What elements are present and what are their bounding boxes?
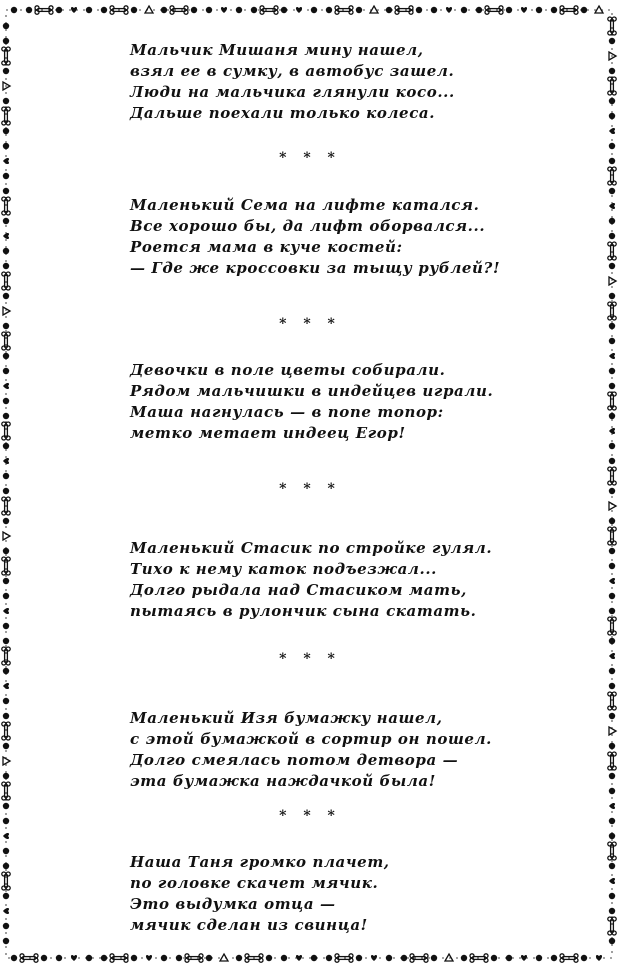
triangle-ornament bbox=[609, 727, 616, 735]
poem-line: Все хорошо бы, да лифт оборвался... bbox=[130, 217, 486, 235]
dot-ornament bbox=[609, 38, 615, 44]
dot-ornament bbox=[609, 563, 615, 569]
dot-ornament bbox=[609, 158, 615, 164]
bone-ornament bbox=[608, 917, 616, 935]
dot-ornament bbox=[11, 7, 17, 13]
dot-ornament bbox=[609, 143, 615, 149]
dot-ornament bbox=[609, 938, 615, 944]
bone-ornament bbox=[608, 527, 616, 545]
dot-ornament bbox=[609, 833, 615, 839]
bone-ornament bbox=[2, 872, 10, 890]
dot-ornament bbox=[3, 173, 9, 179]
dot-ornament bbox=[609, 98, 615, 104]
dot-ornament bbox=[3, 863, 9, 869]
dot-ornament bbox=[386, 955, 392, 961]
dot-ornament bbox=[609, 773, 615, 779]
dot-ornament bbox=[581, 955, 587, 961]
dot-ornament bbox=[609, 788, 615, 794]
dot-ornament bbox=[609, 263, 615, 269]
dot-ornament bbox=[3, 713, 9, 719]
dot-ornament bbox=[609, 683, 615, 689]
dot-ornament bbox=[3, 623, 9, 629]
dot-ornament bbox=[131, 955, 137, 961]
bone-ornament bbox=[608, 752, 616, 770]
heart-ornament bbox=[3, 383, 9, 389]
poem-line: Долго рыдала над Стасиком мать, bbox=[130, 581, 467, 599]
separator-1: * * * bbox=[279, 150, 341, 166]
poem-line: метко метает индеец Егор! bbox=[130, 424, 406, 442]
dot-ornament bbox=[3, 743, 9, 749]
dot-ornament bbox=[3, 323, 9, 329]
dot-ornament bbox=[609, 518, 615, 524]
poem-line: Маленький Сема на лифте катался. bbox=[130, 196, 480, 214]
poem-line: с этой бумажкой в сортир он пошел. bbox=[130, 730, 492, 748]
dot-ornament bbox=[3, 593, 9, 599]
dot-ornament bbox=[431, 7, 437, 13]
heart-ornament bbox=[371, 955, 377, 961]
dot-ornament bbox=[609, 713, 615, 719]
separator-3: * * * bbox=[279, 481, 341, 497]
dot-ornament bbox=[506, 7, 512, 13]
dot-ornament bbox=[356, 955, 362, 961]
poem-line: по головке скачет мячик. bbox=[130, 874, 379, 892]
poem-line: Тихо к нему каток подъезжал... bbox=[130, 560, 437, 578]
poem-4 bbox=[130, 538, 570, 622]
dot-ornament bbox=[609, 668, 615, 674]
bone-ornament bbox=[2, 422, 10, 440]
poem-1 bbox=[130, 40, 570, 124]
heart-ornament bbox=[596, 955, 602, 961]
dot-ornament bbox=[609, 443, 615, 449]
dot-ornament bbox=[3, 893, 9, 899]
dot-ornament bbox=[609, 458, 615, 464]
dot-ornament bbox=[206, 955, 212, 961]
dot-ornament bbox=[401, 955, 407, 961]
bone-ornament bbox=[608, 617, 616, 635]
heart-ornament bbox=[446, 7, 452, 13]
dot-ornament bbox=[3, 518, 9, 524]
poem-line: Это выдумка отца — bbox=[130, 895, 336, 913]
dot-ornament bbox=[609, 863, 615, 869]
poem-6 bbox=[130, 852, 570, 936]
dot-ornament bbox=[3, 473, 9, 479]
dot-ornament bbox=[161, 7, 167, 13]
dot-ornament bbox=[551, 7, 557, 13]
dot-ornament bbox=[609, 383, 615, 389]
bone-ornament bbox=[2, 47, 10, 65]
dot-ornament bbox=[3, 818, 9, 824]
triangle-ornament bbox=[3, 532, 10, 540]
dot-ornament bbox=[206, 7, 212, 13]
heart-ornament bbox=[3, 833, 9, 839]
bone-ornament bbox=[260, 6, 278, 14]
dot-ornament bbox=[3, 368, 9, 374]
bone-ornament bbox=[185, 954, 203, 962]
dot-ornament bbox=[3, 548, 9, 554]
dot-ornament bbox=[609, 218, 615, 224]
poem-line: Роется мама в куче костей: bbox=[130, 238, 403, 256]
poem-line: Мальчик Мишаня мину нашел, bbox=[130, 41, 424, 59]
dot-ornament bbox=[609, 113, 615, 119]
dot-ornament bbox=[281, 955, 287, 961]
poem-line: мячик сделан из свинца! bbox=[130, 916, 368, 934]
triangle-ornament bbox=[595, 6, 603, 13]
heart-ornament bbox=[609, 203, 615, 209]
dot-ornament bbox=[609, 368, 615, 374]
triangle-ornament bbox=[220, 954, 228, 961]
dot-ornament bbox=[3, 353, 9, 359]
poem-line: Маленький Стасик по стройке гулял. bbox=[130, 539, 493, 557]
dot-ornament bbox=[3, 638, 9, 644]
heart-ornament bbox=[3, 458, 9, 464]
triangle-ornament bbox=[3, 82, 10, 90]
dot-ornament bbox=[609, 68, 615, 74]
dot-ornament bbox=[311, 955, 317, 961]
dot-ornament bbox=[176, 955, 182, 961]
dot-ornament bbox=[609, 638, 615, 644]
heart-ornament bbox=[3, 908, 9, 914]
dot-ornament bbox=[11, 955, 17, 961]
bone-ornament bbox=[2, 647, 10, 665]
triangle-ornament bbox=[445, 954, 453, 961]
dot-ornament bbox=[356, 7, 362, 13]
poem-line: Наша Таня громко плачет, bbox=[130, 853, 390, 871]
bone-ornament bbox=[395, 6, 413, 14]
poem-line: эта бумажка наждачкой была! bbox=[130, 772, 436, 790]
bone-ornament bbox=[410, 954, 428, 962]
bone-ornament bbox=[2, 107, 10, 125]
bone-ornament bbox=[35, 6, 53, 14]
dot-ornament bbox=[581, 7, 587, 13]
dot-ornament bbox=[41, 955, 47, 961]
triangle-ornament bbox=[370, 6, 378, 13]
bone-ornament bbox=[560, 6, 578, 14]
dot-ornament bbox=[56, 7, 62, 13]
bone-ornament bbox=[608, 302, 616, 320]
poem-line: пытаясь в рулончик сына скатать. bbox=[130, 602, 477, 620]
heart-ornament bbox=[296, 7, 302, 13]
heart-ornament bbox=[521, 955, 527, 961]
dot-ornament bbox=[266, 955, 272, 961]
poem-line: Девочки в поле цветы собирали. bbox=[130, 361, 446, 379]
dot-ornament bbox=[3, 773, 9, 779]
dot-ornament bbox=[236, 7, 242, 13]
dot-ornament bbox=[56, 955, 62, 961]
poem-5 bbox=[130, 708, 570, 792]
dot-ornament bbox=[609, 593, 615, 599]
dot-ornament bbox=[101, 955, 107, 961]
dot-ornament bbox=[609, 743, 615, 749]
dot-ornament bbox=[3, 38, 9, 44]
triangle-ornament bbox=[609, 277, 616, 285]
dot-ornament bbox=[3, 398, 9, 404]
dot-ornament bbox=[609, 818, 615, 824]
poem-line: Люди на мальчика глянули косо... bbox=[130, 83, 455, 101]
dot-ornament bbox=[86, 955, 92, 961]
heart-ornament bbox=[609, 128, 615, 134]
heart-ornament bbox=[609, 353, 615, 359]
dot-ornament bbox=[609, 188, 615, 194]
poem-line: Дальше поехали только колеса. bbox=[130, 104, 436, 122]
heart-ornament bbox=[609, 653, 615, 659]
triangle-ornament bbox=[609, 502, 616, 510]
separator-4: * * * bbox=[279, 651, 341, 667]
dot-ornament bbox=[536, 955, 542, 961]
dot-ornament bbox=[86, 7, 92, 13]
dot-ornament bbox=[326, 7, 332, 13]
triangle-ornament bbox=[3, 307, 10, 315]
dot-ornament bbox=[536, 7, 542, 13]
bone-ornament bbox=[110, 954, 128, 962]
heart-ornament bbox=[521, 7, 527, 13]
dot-ornament bbox=[416, 7, 422, 13]
dot-ornament bbox=[3, 248, 9, 254]
dot-ornament bbox=[3, 668, 9, 674]
dot-ornament bbox=[3, 578, 9, 584]
poem-2 bbox=[130, 195, 570, 279]
dot-ornament bbox=[491, 955, 497, 961]
dot-ornament bbox=[3, 218, 9, 224]
dot-ornament bbox=[191, 7, 197, 13]
dot-ornament bbox=[3, 263, 9, 269]
bone-ornament bbox=[170, 6, 188, 14]
dot-ornament bbox=[3, 443, 9, 449]
dot-ornament bbox=[251, 7, 257, 13]
heart-ornament bbox=[3, 233, 9, 239]
dot-ornament bbox=[551, 955, 557, 961]
dot-ornament bbox=[281, 7, 287, 13]
bone-ornament bbox=[2, 332, 10, 350]
triangle-ornament bbox=[145, 6, 153, 13]
dot-ornament bbox=[609, 893, 615, 899]
heart-ornament bbox=[3, 683, 9, 689]
heart-ornament bbox=[296, 955, 302, 961]
dot-ornament bbox=[3, 188, 9, 194]
dot-ornament bbox=[609, 338, 615, 344]
separator-2: * * * bbox=[279, 316, 341, 332]
heart-ornament bbox=[146, 955, 152, 961]
heart-ornament bbox=[609, 878, 615, 884]
bone-ornament bbox=[2, 557, 10, 575]
heart-ornament bbox=[71, 955, 77, 961]
dot-ornament bbox=[3, 98, 9, 104]
bone-ornament bbox=[608, 17, 616, 35]
dot-ornament bbox=[3, 293, 9, 299]
poem-line: Маленький Изя бумажку нашел, bbox=[130, 709, 443, 727]
dot-ornament bbox=[609, 908, 615, 914]
dot-ornament bbox=[26, 7, 32, 13]
bone-ornament bbox=[608, 392, 616, 410]
dot-ornament bbox=[461, 7, 467, 13]
bone-ornament bbox=[2, 782, 10, 800]
triangle-ornament bbox=[609, 52, 616, 60]
heart-ornament bbox=[609, 803, 615, 809]
dot-ornament bbox=[3, 68, 9, 74]
poem-line: Долго смеялась потом детвора — bbox=[130, 751, 459, 769]
dot-ornament bbox=[609, 323, 615, 329]
dot-ornament bbox=[3, 23, 9, 29]
dot-ornament bbox=[431, 955, 437, 961]
dot-ornament bbox=[3, 143, 9, 149]
bone-ornament bbox=[485, 6, 503, 14]
heart-ornament bbox=[3, 608, 9, 614]
dot-ornament bbox=[236, 955, 242, 961]
dot-ornament bbox=[3, 848, 9, 854]
dot-ornament bbox=[609, 293, 615, 299]
separator-5: * * * bbox=[279, 808, 341, 824]
dot-ornament bbox=[326, 955, 332, 961]
dot-ornament bbox=[506, 955, 512, 961]
dot-ornament bbox=[3, 803, 9, 809]
dot-ornament bbox=[101, 7, 107, 13]
dot-ornament bbox=[609, 608, 615, 614]
poem-line: — Где же кроссовки за тыщу рублей?! bbox=[130, 259, 501, 277]
heart-ornament bbox=[609, 428, 615, 434]
bone-ornament bbox=[608, 77, 616, 95]
dot-ornament bbox=[161, 955, 167, 961]
dot-ornament bbox=[311, 7, 317, 13]
heart-ornament bbox=[221, 7, 227, 13]
dot-ornament bbox=[3, 413, 9, 419]
dot-ornament bbox=[609, 233, 615, 239]
dot-ornament bbox=[3, 128, 9, 134]
triangle-ornament bbox=[3, 757, 10, 765]
dot-ornament bbox=[609, 413, 615, 419]
dot-ornament bbox=[609, 548, 615, 554]
poem-line: Маша нагнулась — в попе топор: bbox=[130, 403, 444, 421]
dot-ornament bbox=[461, 955, 467, 961]
poem-line: Рядом мальчишки в индейцев играли. bbox=[130, 382, 494, 400]
dot-ornament bbox=[476, 7, 482, 13]
dot-ornament bbox=[386, 7, 392, 13]
heart-ornament bbox=[71, 7, 77, 13]
dot-ornament bbox=[3, 923, 9, 929]
poem-3 bbox=[130, 360, 570, 444]
poem-line: взял ее в сумку, в автобус зашел. bbox=[130, 62, 455, 80]
dot-ornament bbox=[3, 488, 9, 494]
dot-ornament bbox=[131, 7, 137, 13]
dot-ornament bbox=[3, 698, 9, 704]
dot-ornament bbox=[609, 488, 615, 494]
heart-ornament bbox=[3, 158, 9, 164]
bone-ornament bbox=[608, 842, 616, 860]
heart-ornament bbox=[609, 578, 615, 584]
dot-ornament bbox=[3, 938, 9, 944]
